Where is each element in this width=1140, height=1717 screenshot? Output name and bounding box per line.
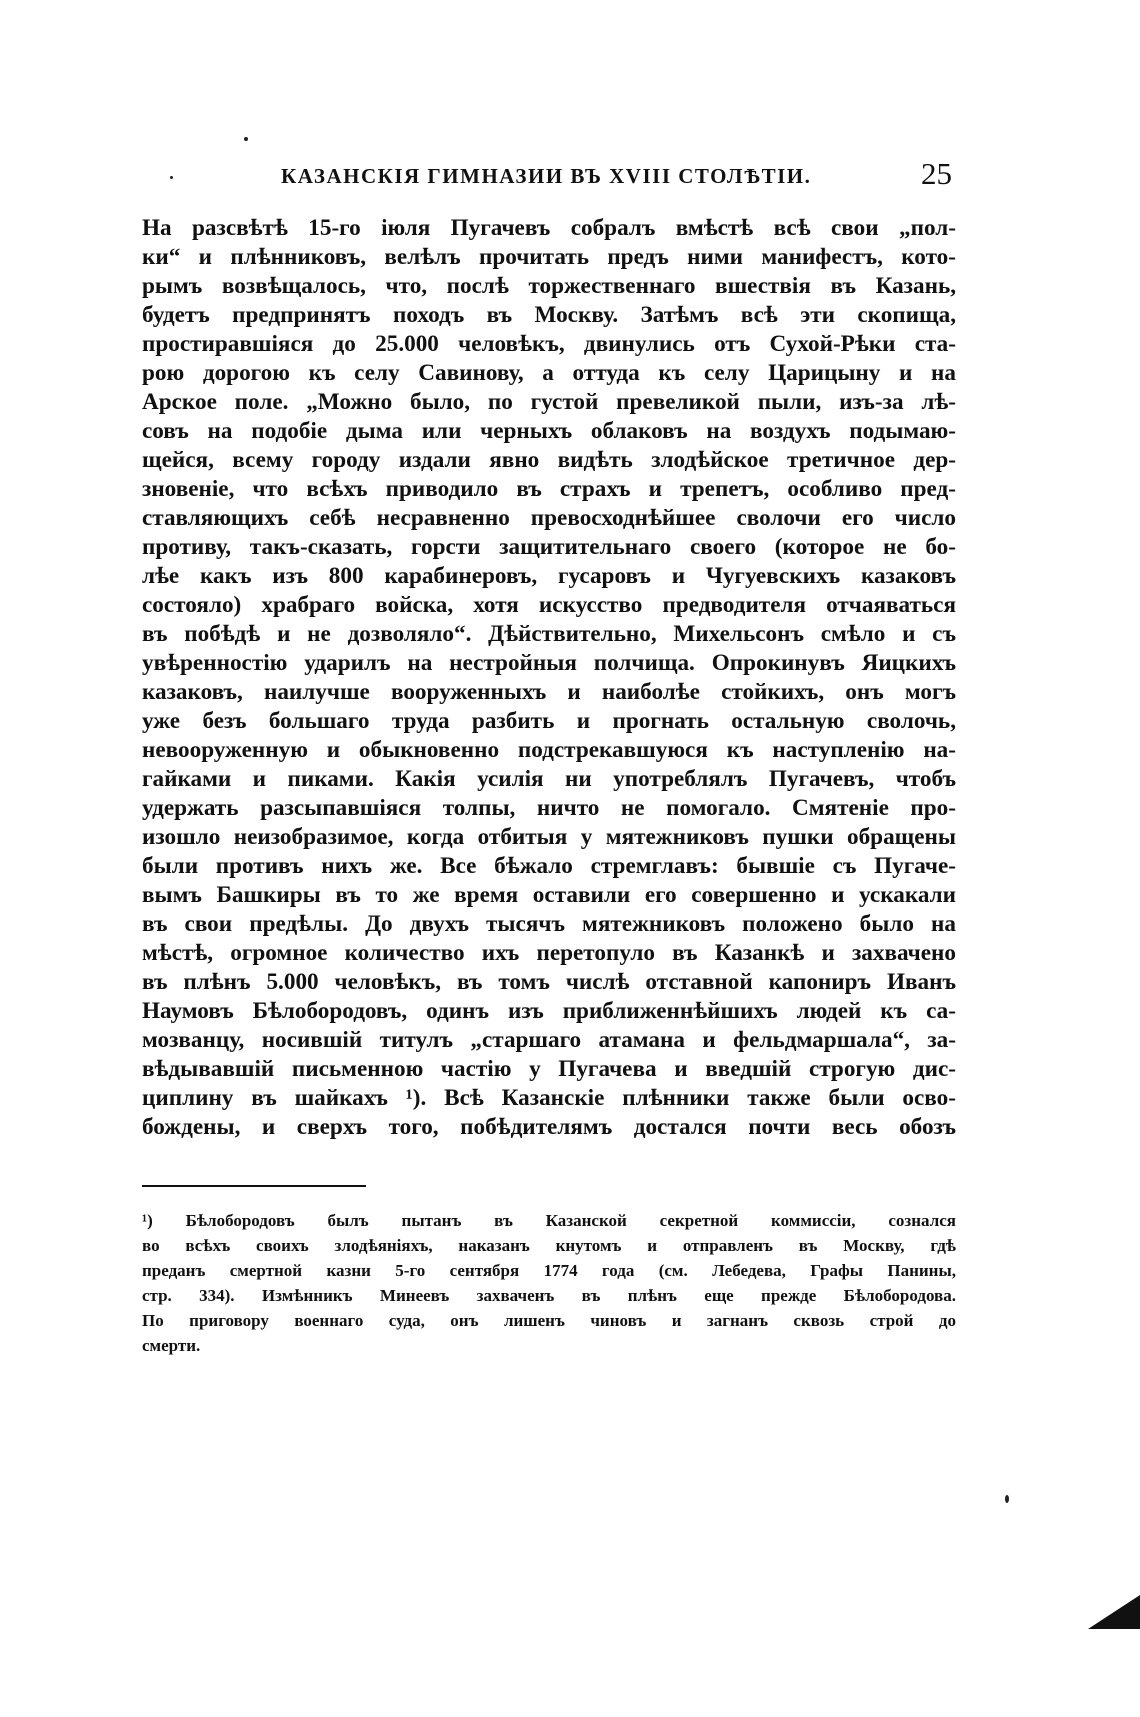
text-line: въ свои предѣлы. До двухъ тысячъ мятежниковъ положено было на <box>142 911 956 937</box>
footnote-line: во всѣхъ своихъ злодѣяніяхъ, наказанъ кнутомъ и отправленъ въ Москву, гдѣ <box>142 1236 956 1255</box>
text-line: противу, такъ-сказать, горсти защитительнаго своего (которое не бо- <box>142 534 956 560</box>
text-line: удержать разсыпавшіяся толпы, ничто не помогало. Смятеніе про- <box>142 795 956 821</box>
text-line: Наумовъ Бѣлобородовъ, одинъ изъ приближеннѣйшихъ людей къ са- <box>142 998 956 1024</box>
text-line: уже безъ большаго труда разбить и прогнать остальную сволочь, <box>142 708 956 734</box>
footnote-line: смерти. <box>142 1336 201 1355</box>
running-head <box>142 156 958 200</box>
page-number: 25 <box>921 156 952 191</box>
text-line: лѣе какъ изъ 800 карабинеровъ, гусаровъ и Чугуевскихъ казаковъ <box>142 563 956 589</box>
text-line: простиравшіяся до 25.000 человѣкъ, двинулись отъ Сухой-Рѣки ста- <box>142 331 956 357</box>
text-line: вѣдывавшій письменною частію у Пугачева и введшій строгую дис- <box>142 1056 956 1082</box>
text-line: мѣстѣ, огромное количество ихъ перетопуло въ Казанкѣ и захвачено <box>142 940 956 966</box>
scan-corner-mark <box>1088 1595 1140 1629</box>
text-line: состояло) храбраго войска, хотя искусство предводителя отчаяваться <box>142 592 956 618</box>
footnote-line: По приговору военнаго суда, онъ лишенъ чиновъ и загнанъ сквозь строй до <box>142 1311 956 1330</box>
text-line: На разсвѣтѣ 15-го іюля Пугачевъ собралъ вмѣстѣ всѣ свои „пол- <box>142 215 956 241</box>
body-text <box>142 214 956 1142</box>
text-line: гайками и пиками. Какія усилія ни употреблялъ Пугачевъ, чтобъ <box>142 766 956 792</box>
footnote-line: стр. 334). Измѣнникъ Минеевъ захваченъ въ плѣнъ еще прежде Бѣлобородова. <box>142 1286 956 1305</box>
text-line: зновеніе, что всѣхъ приводило въ страхъ и трепетъ, особливо пред- <box>142 476 956 502</box>
ink-speck <box>1005 1495 1009 1503</box>
text-line: казаковъ, наилучше вооруженныхъ и наиболѣе стойкихъ, онъ могъ <box>142 679 956 705</box>
text-line: вымъ Башкиры въ то же время оставили его совершенно и ускакали <box>142 882 956 908</box>
text-line: въ плѣнъ 5.000 человѣкъ, въ томъ числѣ отставной капониръ Иванъ <box>142 969 956 995</box>
text-line: щейся, всему городу издали явно видѣть злодѣйское третичное дер- <box>142 447 956 473</box>
text-line: мозванцу, носившій титулъ „старшаго атамана и фельдмаршала“, за- <box>142 1027 956 1053</box>
running-head-title: КАЗАНСКІЯ ГИМНАЗИИ ВЪ XVIII СТОЛѢТІИ. <box>281 164 812 188</box>
text-line: будетъ предпринятъ походъ въ Москву. Затѣмъ всѣ эти скопища, <box>142 302 956 328</box>
text-line: бождены, и сверхъ того, побѣдителямъ достался почти весь обозъ <box>142 1114 956 1140</box>
footnote-line: преданъ смертной казни 5-го сентября 1774 года (см. Лебедева, Графы Панины, <box>142 1261 956 1280</box>
footnote-rule <box>142 1185 366 1187</box>
text-line: изошло неизобразимое, когда отбитыя у мятежниковъ пушки обращены <box>142 824 956 850</box>
ink-speck <box>244 137 248 141</box>
text-line: были противъ нихъ же. Все бѣжало стремглавъ: бывшіе съ Пугаче- <box>142 853 956 879</box>
text-line: невооруженную и обыкновенно подстрекавшуюся къ наступленію на- <box>142 737 956 763</box>
footnote <box>142 1208 956 1358</box>
text-line: ки“ и плѣнниковъ, велѣлъ прочитать предъ ними манифестъ, кото- <box>142 244 956 270</box>
text-line: циплину въ шайкахъ ¹). Всѣ Казанскіе плѣнники также были осво- <box>142 1085 956 1111</box>
text-line: въ побѣдѣ и не дозволяло“. Дѣйствительно, Михельсонъ смѣло и съ <box>142 621 956 647</box>
text-line: ставляющихъ себѣ несравненно превосходнѣйшее сволочи его число <box>142 505 956 531</box>
footnote-line: ¹) Бѣлобородовъ былъ пытанъ въ Казанской секретной коммиссіи, сознался <box>142 1211 956 1230</box>
text-line: Арское поле. „Можно было, по густой превеликой пыли, изъ-за лѣ- <box>142 389 956 415</box>
text-line: рою дорогою къ селу Савинову, а оттуда къ селу Царицыну и на <box>142 360 956 386</box>
text-line: увѣренностію ударилъ на нестройныя полчища. Опрокинувъ Яицкихъ <box>142 650 956 676</box>
text-line: совъ на подобіе дыма или черныхъ облаковъ на воздухъ подымаю- <box>142 418 956 444</box>
text-line: рымъ возвѣщалось, что, послѣ торжественнаго вшествія въ Казань, <box>142 273 956 299</box>
